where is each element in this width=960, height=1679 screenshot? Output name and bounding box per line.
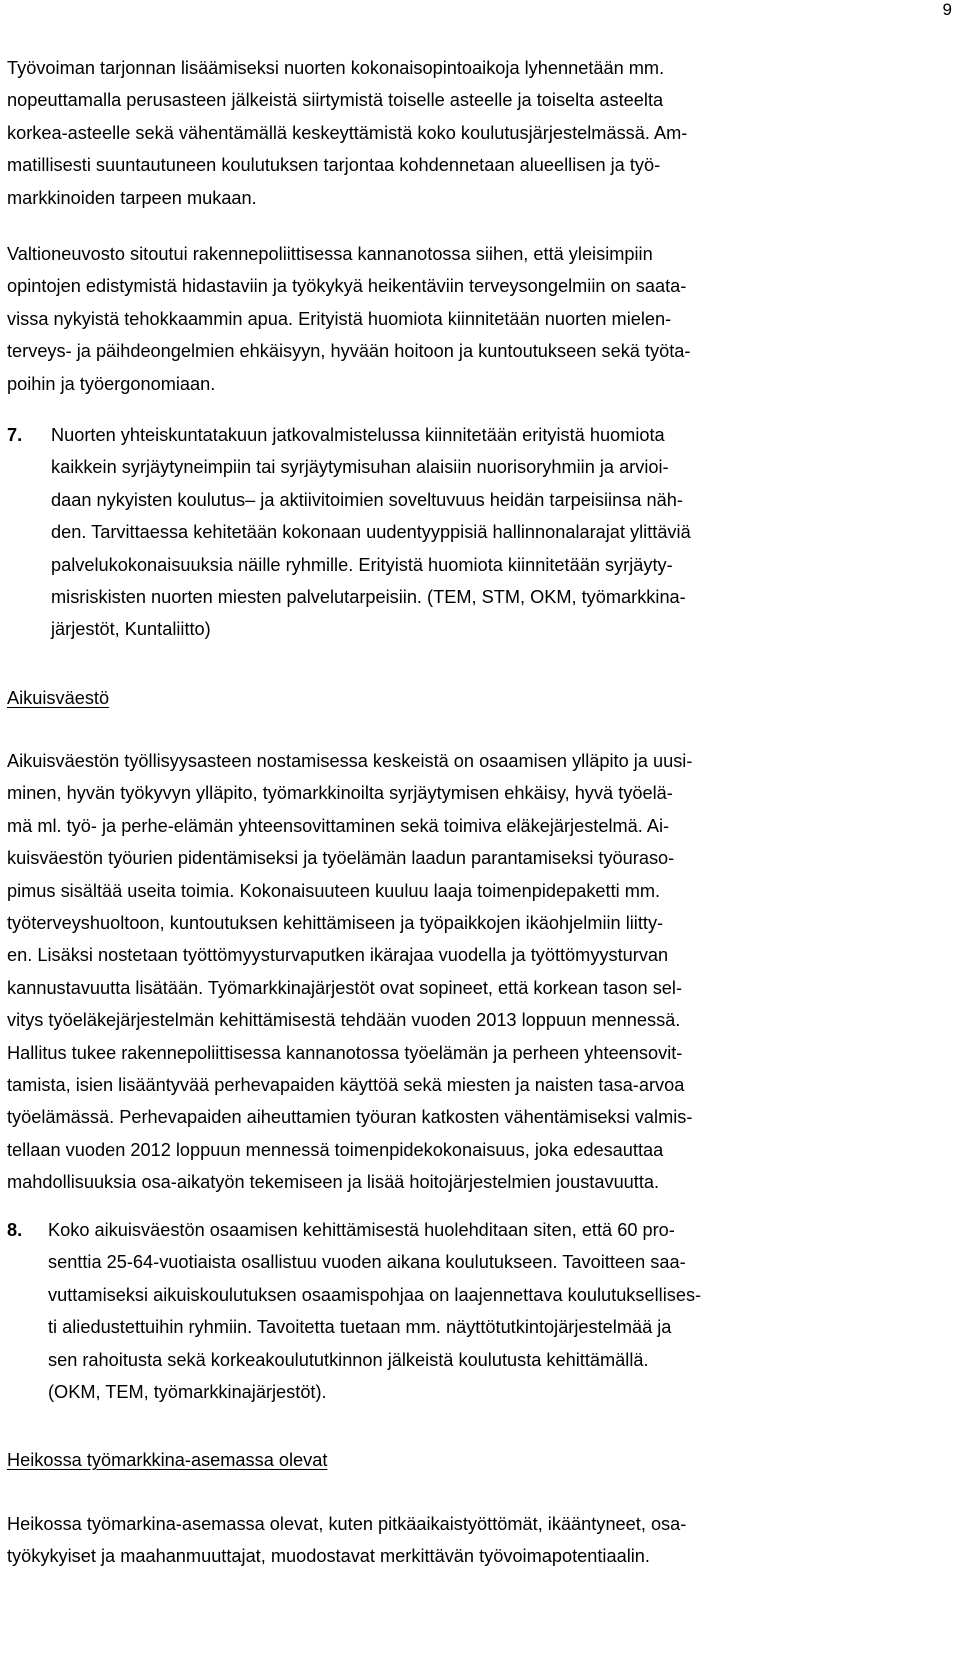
text-line: vissa nykyistä tehokkaammin apua. Erityistä huomiota kiinnitetään nuorten mielen-: [7, 308, 672, 329]
paragraph-youth-education-time: [7, 52, 900, 214]
text-line: Aikuisväestön työllisyysasteen nostamisessa keskeistä on osaamisen ylläpito ja uusi-: [7, 751, 693, 771]
document-page: [7, 0, 952, 1679]
item-number: 7.: [7, 425, 23, 445]
text-line: korkea-asteelle sekä vähentämällä keskeyttämistä koko koulutusjärjestelmässä. Am-: [7, 122, 688, 143]
text-line: en. Lisäksi nostetaan työttömyysturvaputken ikärajaa vuodella ja työttömyysturvan: [7, 945, 669, 966]
text-line: matillisesti suuntautuneen koulutuksen tarjontaa kohdennetaan alueellisen ja työ-: [7, 155, 661, 176]
text-line: opintojen edistymistä hidastaviin ja työkykyä heikentäviin terveysongelmiin on saata-: [7, 276, 687, 297]
paragraph-weak-labour-market: [7, 1508, 900, 1573]
text-line: den. Tarvittaessa kehitetään kokonaan uudentyyppisiä hallinnonalarajat ylittäviä: [51, 522, 691, 543]
text-line: kaikkein syrjäytyneimpiin tai syrjäytymisuhan alaisiin nuorisoryhmiin ja arvioi-: [51, 457, 669, 478]
text-line: järjestöt, Kuntaliitto): [51, 619, 211, 640]
text-line: Valtioneuvosto sitoutui rakennepoliittisessa kannanotossa siihen, että yleisimpiin: [7, 244, 653, 264]
text-line: työterveyshuoltoon, kuntoutuksen kehittämiseen ja työpaikkojen ikäohjelmiin liitty-: [7, 913, 664, 934]
paragraph-adult-population: [7, 745, 900, 1199]
text-line: Nuorten yhteiskuntatakuun jatkovalmistelussa kiinnitetään erityistä huomiota: [51, 425, 665, 445]
text-line: Koko aikuisväestön osaamisen kehittämisestä huolehditaan siten, että 60 pro-: [48, 1220, 675, 1240]
text-line: Heikossa työmarkina-asemassa olevat, kuten pitkäaikaistyöttömät, ikääntyneet, osa-: [7, 1514, 687, 1534]
page-number: 9: [942, 0, 952, 19]
text-line: tellaan vuoden 2012 loppuun mennessä toimenpidekokonaisuus, joka edesauttaa: [7, 1139, 664, 1160]
text-line: mä ml. työ- ja perhe-elämän yhteensovittaminen sekä toimiva eläkejärjestelmä. Ai-: [7, 815, 670, 836]
text-line: ti aliedustettuihin ryhmiin. Tavoitetta tuetaan mm. näyttötutkintojärjestelmää ja: [48, 1317, 672, 1338]
item-number: 8.: [7, 1220, 23, 1240]
text-line: misriskisten nuorten miesten palvelutarpeisiin. (TEM, STM, OKM, työmarkkina-: [51, 587, 686, 608]
text-line: tamista, isien lisääntyvää perhevapaiden käyttöä sekä miesten ja naisten tasa-arvoa: [7, 1075, 685, 1096]
paragraph-health-support: [7, 238, 900, 400]
section-heading-aikuisvaesto: Aikuisväestö: [7, 688, 110, 708]
item-body: [48, 1214, 900, 1408]
text-line: minen, hyvän työkyvyn ylläpito, työmarkkinoilta syrjäytymisen ehkäisy, hyvä työelä-: [7, 783, 673, 804]
text-line: markkinoiden tarpeen mukaan.: [7, 187, 257, 208]
item-body: [51, 419, 900, 646]
text-line: (OKM, TEM, työmarkkinajärjestöt).: [48, 1382, 327, 1403]
text-line: poihin ja työergonomiaan.: [7, 373, 216, 394]
text-line: senttia 25-64-vuotiaista osallistuu vuoden aikana koulutukseen. Tavoitteen saa-: [48, 1252, 686, 1273]
text-line: terveys- ja päihdeongelmien ehkäisyyn, hyvään hoitoon ja kuntoutukseen sekä työta-: [7, 341, 691, 362]
text-line: Hallitus tukee rakennepoliittisessa kannanotossa työelämän ja perheen yhteensovit-: [7, 1042, 683, 1063]
text-line: kuisväestön työurien pidentämiseksi ja työelämän laadun parantamiseksi työuraso-: [7, 848, 675, 869]
text-line: nopeuttamalla perusasteen jälkeistä siirtymistä toiselle asteelle ja toiselta asteelta: [7, 90, 664, 111]
text-line: sen rahoitusta sekä korkeakoulututkinnon jälkeistä koulutusta kehittämällä.: [48, 1349, 649, 1370]
section-heading-heikossa: Heikossa työmarkkina-asemassa olevat: [7, 1450, 328, 1470]
text-line: vuttamiseksi aikuiskoulutuksen osaamispohjaa on laajennettava koulutuksellises-: [48, 1284, 702, 1305]
text-line: pimus sisältää useita toimia. Kokonaisuuteen kuuluu laaja toimenpidepaketti mm.: [7, 880, 661, 901]
text-line: kannustavuutta lisätään. Työmarkkinajärjestöt ovat sopineet, että korkean tason sel-: [7, 977, 683, 998]
text-line: palvelukokonaisuuksia näille ryhmille. Erityistä huomiota kiinnitetään syrjäyty-: [51, 554, 673, 575]
text-line: työkykyiset ja maahanmuuttajat, muodostavat merkittävän työvoimapotentiaalin.: [7, 1546, 650, 1567]
text-line: mahdollisuuksia osa-aikatyön tekemiseen ja lisää hoitojärjestelmien joustavuutta.: [7, 1172, 660, 1193]
text-line: daan nykyisten koulutus– ja aktiivitoimien soveltuvuus heidän tarpeisiinsa näh-: [51, 489, 683, 510]
text-line: vitys työeläkejärjestelmän kehittämisestä tehdään vuoden 2013 loppuun mennessä.: [7, 1010, 681, 1031]
text-line: Työvoiman tarjonnan lisäämiseksi nuorten kokonaisopintoaikoja lyhennetään mm.: [7, 58, 665, 78]
text-line: työelämässä. Perhevapaiden aiheuttamien työuran katkosten vähentämiseksi valmis-: [7, 1107, 693, 1128]
